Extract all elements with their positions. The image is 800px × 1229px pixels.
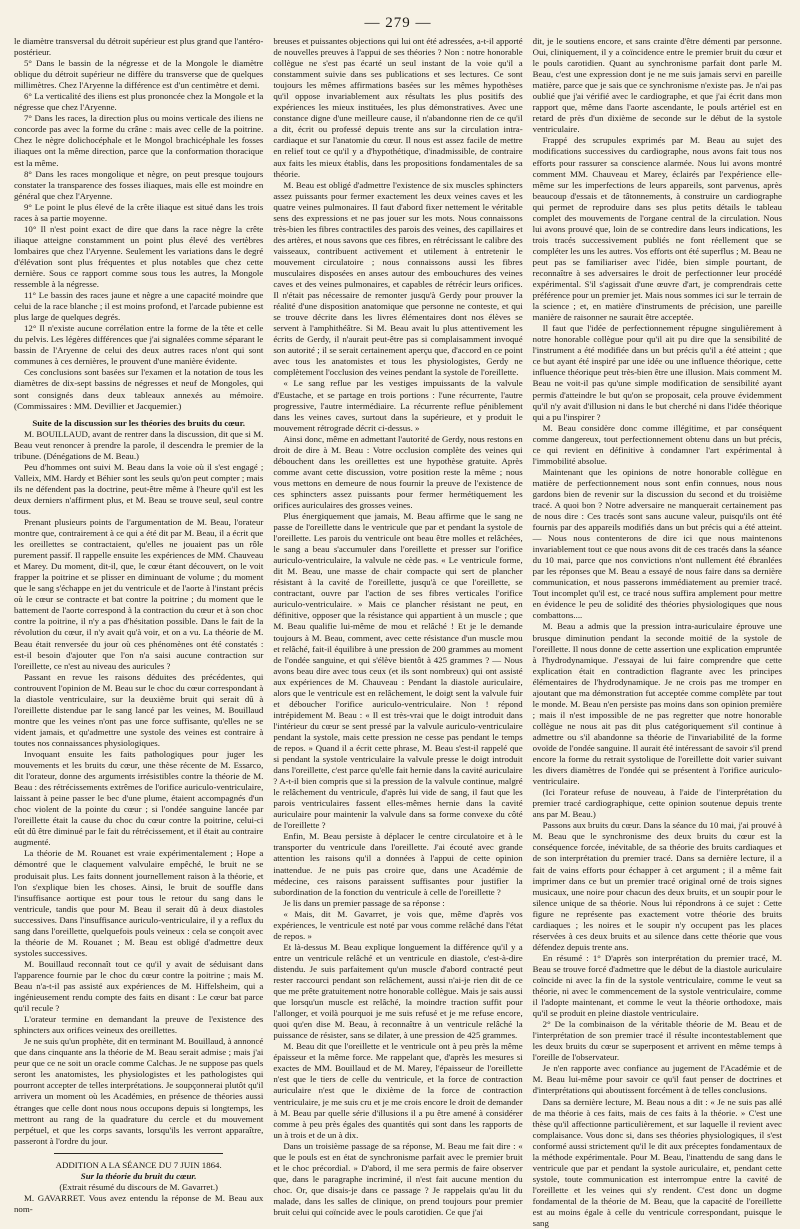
paragraph: M. GAVARRET. Vous avez entendu la réponse de M. Beau aux nom- xyxy=(14,1193,263,1215)
paragraph: 8° Dans les races mongolique et nègre, on peut presque toujours constater la transparence des fosses iliaques, mais elle est moindre en général que chez l'Aryenne. xyxy=(14,169,263,202)
paragraph: Frappé des scrupules exprimés par M. Beau au sujet des modifications successives du cardiographe, nous avons fait tous nos efforts pour rassurer sa conscience alarmée. Nous lui avons montré comment MM. Chauveau et Marey, éclairés par l'expérience elle-même sur les imperfections de leurs appareils, sont parvenus, après beaucoup d'essais et de tâtonnements, à construire un cardiographe qui permet de reproduire dans ses plus petits détails le tableau complet des mouvements de l'organe central de la circulation. Nous lui avons prouvé que, loin de se contredire dans leurs indications, les trois tracés successivement publiés ne font réellement que se compléter les uns les autres. Vos efforts ont été superflus ; M. Beau ne peut pas se familiariser avec l'idée, bien simple pourtant, de reconnaître à ses adversaires le droit de perfectionner leur procédé expérimental. S'il s'agissait d'une œuvre d'art, je comprendrais cette préférence pour un premier jet. Mais nous sommes ici sur le terrain de la science ; et, en matière d'instruments de précision, une pareille manière de raisonner ne saurait être acceptée. xyxy=(533,135,782,323)
paragraph: Et là-dessus M. Beau explique longuement la différence qu'il y a entre un ventricule relâché et un ventricule en diastole, c'est-à-dire distendu. Je suis parfaitement qu'un muscle d'abord contracté peut rester raccourci pendant son relâchement, aussi n'ai-je rien dit de ce que me prête gratuitement notre honorable collègue. Mais je sais aussi que lorsqu'un muscle est relâché, la moindre traction suffit pour l'allonger, et voilà pourquoi je me suis refusé et je me refuse encore, quoi qu'en dise M. Beau, à reconnaître à un ventricule relâché la puissance de résister, sans se dilater, à une pression de 425 grammes. xyxy=(273,942,522,1041)
divider xyxy=(54,1153,223,1154)
page-number: — 279 — xyxy=(14,10,782,36)
paragraph: La théorie de M. Rouanet est vraie expérimentalement ; Hope a démontré que le claquement valvulaire empêché, le bruit ne se produisait plus. Les faits donnent journellement raison à la théorie, et l'on s'explique bien les choses. Ainsi, le bruit de souffle dans l'insuffisance aortique est pour tous le retour du sang dans le ventricule, tandis que pour M. Beau il serait dû à deux diastoles successives. Dans l'insuffisance auriculo-ventriculaire, il y a reflux du sang dans l'oreillette, quelquefois pouls veineux : cela se conçoit avec la théorie de M. Rouanet ; M. Beau est obligé d'admettre deux systoles successives. xyxy=(14,848,263,958)
paragraph: M. Beau a admis que la pression intra-auriculaire éprouve une brusque diminution pendant la seconde moitié de la systole de l'oreillette. Il nous donne de cette assertion une explication empruntée à l'hydrodynamique. J'essayai de lui faire comprendre que cette explication était en contradiction flagrante avec les principes élémentaires de l'hydrodynamique. Je ne crois pas me tromper en ajoutant que ma démonstration fut acceptée comme complète par tout le monde. M. Beau n'en persiste pas moins dans son opinion première ; mais il n'est impossible de ne pas regretter que notre honorable collègue ne nous ait pas dit plus catégoriquement s'il continue à admettre ou s'il abandonne sa théorie de l'invariabilité de la forme ovoïde de l'ondée sanguine. Il aurait été intéressant de savoir s'il prend encore la forme du retrait systolique de l'oreillette doit varier suivant les divers diamètres de l'ondée qui se présentent à l'orifice auriculo-ventriculaire. xyxy=(533,621,782,787)
paragraph: Plus énergiquement que jamais, M. Beau affirme que le sang ne passe de l'oreillette dans le ventricule que par et pendant la systole de l'oreillette. Les parois du ventricule ont beau être molles et relâchées, le sang a beau s'accumuler dans l'oreillette et presser sur l'orifice auriculo-ventriculaire, la valvule ne cède pas. « Le ventricule forme, dit M. Beau, une masse de chair compacte qui sert de plancher résistant à la cavité de l'oreillette, jusqu'à ce que l'oreillette, se contractant, ouvre par l'action de ses fibres verticales l'orifice auriculo-ventriculaire. » Mais ce plancher résistant ne peut, en définitive, opposer que la résistance qui appartient à un muscle ; que M. Beau qualifie lui-même de mou et relâché ! Et je le demande toujours à M. Beau, comment, avec cette résistance d'un muscle mou et relâché, fait-il équilibre à une pression de 200 grammes au moment de l'ondée sanguine, et qui s'élève bientôt à 425 grammes ? — Nous avons beau dire avec tous ceux (et ils sont nombreux) qui ont assisté aux expériences de M. Chauveau : Pendant la diastole auriculaire, alors que le ventricule est en relâchement, le doigt sent la valvule fuir et déboucher l'orifice auriculo-ventriculaire. Non ! répond intrépidement M. Beau : « Il est très-vrai que le doigt introduit dans l'intérieur du cœur se sent pressé par la valvule auriculo-ventriculaire pendant la systole, mais cette pression ne cesse pas pendant le temps de repos. » Quand il a écrit cette phrase, M. Beau s'est-il rappelé que si pendant la systole ventriculaire la valvule presse le doigt introduit dans l'oreillette, c'est parce qu'elle fait hernie dans la cavité auriculaire ? A-t-il bien compris que si la pression de la valvule continue, malgré le relâchement du ventricule, d'après lui vide de sang, il faut que les parois ventriculaires fassent elles-mêmes hernie dans la cavité auriculaire pour maintenir la valvule dans sa forme convexe du côté de l'oreillette ? xyxy=(273,511,522,831)
paragraph: M. Beau considère donc comme illégitime, et par conséquent comme dangereux, tout perfectionnement obtenu dans un but précis, ce qui revient en définitive à condamner l'art expérimental à l'immobilité absolue. xyxy=(533,423,782,467)
paragraph: 9° Le point le plus élevé de la crête iliaque est situé dans les trois races à sa partie moyenne. xyxy=(14,202,263,224)
paragraph: Dans sa dernière lecture, M. Beau nous a dit : « Je ne suis pas allé de ma théorie à ces faits, mais de ces faits à la théorie. » C'est une thèse qu'il affectionne particulièrement, et sur laquelle il revient avec complaisance. Vous donc si, dans ses théories physiologiques, il s'est conformé aussi strictement qu'il le dit aux préceptes fondamentaux de la méthode expérimentale. Pour M. Beau, l'inattendu de sang dans le ventricule que par et pendant la systole auriculaire, et, pendant cette systole, toute communication est interrompue entre la cavité de l'oreillette et les veines qui s'y rendent. C'est donc un dogme fondamental de la théorie de M. Beau, que la capacité de l'oreillette est au moins égale à celle du ventricule correspondant, puisque le sang xyxy=(533,1097,782,1229)
paragraph: 11° Le bassin des races jaune et nègre a une capacité moindre que celui de la race blanche ; il est moins profond, et l'arcade pubienne est plus large de quelques degrés. xyxy=(14,290,263,323)
paragraph: En résumé : 1° D'après son interprétation du premier tracé, M. Beau se trouve forcé d'admettre que le début de la diastole auriculaire coïncide ni avec la fin de la systole ventriculaire, comme le veut sa théorie, ni avec le commencement de la systole ventriculaire, comme il l'adopte maintenant, et comme le veut la théorie orthodoxe, mais qu'il se produit en pleine diastole ventriculaire. xyxy=(533,953,782,1019)
session-heading: ADDITION A LA SÉANCE DU 7 JUIN 1864. xyxy=(14,1160,263,1171)
paragraph: Peu d'hommes ont suivi M. Beau dans la voie où il s'est engagé ; Valleix, MM. Hardy et Béhier sont les seuls qu'on peut compter ; mais ils ne défendent pas la doctrine, peut-être même à l'heure qu'il est les deux derniers n'affirment plus, et M. Beau se trouve seul, seul contre tous. xyxy=(14,462,263,517)
column-1 xyxy=(14,36,263,1164)
paragraph: Passant en revue les raisons déduites des précédentes, qui controuvent l'opinion de M. Beau sur le choc du cœur correspondant à la diastole ventriculaire, sur la deuxième bruit qui serait dû à l'oreillette distendue par le sang lancé par les veines, M. Bouillaud montre que les veines n'ont pas une force suffisante, qu'elles ne se vident jamais, et qu'admettre une systole des veines est contraire à toutes nos connaissances physiologiques. xyxy=(14,672,263,749)
paragraph: Prenant plusieurs points de l'argumentation de M. Beau, l'orateur montre que, contrairement à ce qui a été dit par M. Beau, il a écrit que les oreillettes se contractaient, qu'elles ne jouaient pas un rôle purement passif. Il rappelle ensuite les expériences de MM. Chauveau et Marey. Du moment, dit-il, que, le cœur étant découvert, on le voit frapper la poitrine et se plisser en diminuant de volume ; du moment que le sang s'échappe en jet du ventricule et de l'aorte à l'instant précis où le cœur se contracte et bat contre la poitrine ; du moment que le battement de l'aorte correspond à la contraction du cœur et à son choc contre la poitrine, il n'y a pas d'hésitation possible. Dans le fait de la révolution du cœur, il n'y avait qu'à voir, et on a vu. La théorie de M. Beau était renversée du jour où ces phénomènes ont été constatés : est-il besoin d'ajouter que l'on n'a saisi aucune contraction sur l'oreillette, ce n'est au niveau des auricules ? xyxy=(14,517,263,672)
paragraph: Maintenant que les opinions de notre honorable collègue en matière de perfectionnement nous sont enfin connues, nous nous gardons bien de revenir sur la discussion du second et du troisième tracé. A quoi bon ? Notre adversaire ne manquerait certainement pas de nous dire : Ces tracés sont sans aucune valeur, puisqu'ils ont été fournis par des appareils modifiés dans un but précis qui a été atteint. — Nous nous contenterons de dire ici que nous maintenons invariablement tout ce que nous avons dit de ces tracés dans la séance du 10 mai, parce que nos convictions n'ont nullement été ébranlées par les réponses que M. Beau a essayé de nous faire dans sa dernière communication, et nous passerons immédiatement au premier tracé. Tout incomplet qu'il est, ce tracé nous suffira amplement pour mettre en évidence le peu de solidité des théories physiologiques que nous combattons.... xyxy=(533,467,782,622)
column-2 xyxy=(273,36,522,1164)
paragraph: Je lis dans un premier passage de sa réponse : xyxy=(273,898,522,909)
paragraph: L'orateur termine en demandant la preuve de l'existence des sphincters aux orifices veineux des oreillettes. xyxy=(14,1014,263,1036)
paragraph: M. Bouillaud reconnaît tout ce qu'il y avait de séduisant dans l'apparence fournie par le choc du cœur contre la poitrine ; mais M. Beau n'a-t-il pas assisté aux expériences de M. Hiffelsheim, qui a ingénieusement rendu compte des faits en disant : Le cœur bat parce qu'il recule ? xyxy=(14,959,263,1014)
paragraph: 7° Dans les races, la direction plus ou moins verticale des iliens ne concorde pas avec la forme du crâne : mais avec celle de la poitrine. Chez le nègre dolichocéphale et le Mongol brachicéphale les fosses iliaques ont la même direction, parce que la conformation thoracique est la même. xyxy=(14,113,263,168)
column-3 xyxy=(533,36,782,1164)
paragraph: Dans un troisième passage de sa réponse, M. Beau me fait dire : « que le pouls est en état de synchronisme parfait avec le premier bruit et le choc précordial. » D'abord, il me sera permis de faire observer que, dans le paragraphe incriminé, il n'est fait aucune mention du choc. Or, que disais-je dans ce passage ? Je rappelais qu'au lit du malade, dans les salles de clinique, on prend toujours pour premier bruit celui qui coïncide avec le pouls carotidien. Ce que j'ai xyxy=(273,1141,522,1218)
session-subheading: Sur la théorie du bruit du cœur. xyxy=(14,1171,263,1182)
paragraph: M. BOUILLAUD, avant de rentrer dans la discussion, dit que si M. Beau veut renoncer à prendre la parole, il descendra le premier de la tribune. (Dénégations de M. Beau.) xyxy=(14,429,263,462)
paragraph: 6° La verticalité des iliens est plus prononcée chez la Mongole et la négresse que chez l'Aryenne. xyxy=(14,91,263,113)
paragraph: 12° Il n'existe aucune corrélation entre la forme de la tête et celle du pelvis. Les légères différences que j'ai signalées comme séparant le bassin de l'Aryenne de celui des deux autres races n'ont qui sont communes à ces dernières, le prouvent d'une manière évidente. xyxy=(14,323,263,367)
paragraph: dit, je le soutiens encore, et sans crainte d'être démenti par personne. Oui, cliniquement, il y a coïncidence entre le premier bruit du cœur et le pouls carotidien. Quant au synchronisme parfait dont parle M. Beau, c'est une expression dont je ne me suis jamais servi en pareille matière, parce que je sais que ce synchronisme n'existe pas. Je n'ai pas oublié que j'ai vérifié avec le cardiographe, et que j'ai écrit dans mon rapport que, même dans l'aorte ascendante, le pouls artériel est en retard de près d'un dixième de seconde sur le début de la systole ventriculaire. xyxy=(533,36,782,135)
paragraph: 10° Il n'est point exact de dire que dans la race nègre la crête iliaque atteigne constamment un point plus élevé des vertèbres lombaires que chez l'Aryenne. Seulement les variations dans le degré d'élévation sont plus fréquentes et plus notables que chez cette dernière. Sous ce rapport comme sous tous les autres, la Mongole ressemble à la négresse. xyxy=(14,224,263,290)
paragraph: 5° Dans le bassin de la négresse et de la Mongole le diamètre oblique du détroit supérieur ne diffère du transverse que de quelques millimètres. Chez l'Aryenne la différence est d'un centimètre et demi. xyxy=(14,58,263,91)
paragraph: Il faut que l'idée de perfectionnement répugne singulièrement à notre honorable collègue pour qu'il ait pu dire que la sensibilité de l'instrument a été modifiée dans un but précis qu'il a été atteint ; que ce but ayant été inspiré par une idée ou une influence théorique, cette influence théorique peut très-bien être une illusion. Mais comment M. Beau ne voit-il pas qu'une simple modification de sensibilité ayant permis d'atteindre le but qu'on se proposait, cela prouve évidemment qu'il n'y avait d'illusion ni dans le but cherché ni dans l'idée théorique qui a pu l'inspirer ? xyxy=(533,323,782,422)
paragraph: Je ne suis qu'un prophète, dit en terminant M. Bouillaud, à annoncé que dans cinquante ans la théorie de M. Beau serait admise ; mais j'ai peur que ce ne soit un oracle comme Calchas. Je ne suppose pas quels seront les anatomistes, les physiologistes et les pathologistes qui pourront accepter de telles interprétations. Je soupçonnerai plutôt qu'il arrivera un moment où les Académies, en présence de théories aussi étranges que celle dont nous nous occupons depuis si longtemps, les mettront au rang de la quadrature du cercle et du mouvement perpétuel, et que les corps savants, lorsqu'ils les verront apparaître, passeront à l'ordre du jour. xyxy=(14,1036,263,1146)
paragraph: Ces conclusions sont basées sur l'examen et la notation de tous les diamètres de dix-sept bassins de négresses et neuf de Mongoles, qui sont consignés dans deux tableaux annexés au mémoire. (Commissaires : MM. Devillier et Jacquemier.) xyxy=(14,367,263,411)
paragraph: Invoquant ensuite les faits pathologiques pour juger les mouvements et les bruits du cœur, une thèse récente de M. Essarco, dit l'orateur, donne des arguments irrésistibles contre la théorie de M. Beau : des rétrécissements extrêmes de l'orifice auriculo-ventriculaire, laissant à peine passer le bec d'une plume, étaient accompagnés d'un choc violent de la pointe du cœur ; si l'ondée sanguine lancée par l'oreillette était la cause du choc du cœur contre la poitrine, celui-ci eût dû être diminué par le fait du rétrécissement, et il était au contraire augmenté. xyxy=(14,749,263,848)
paragraph: Je n'en rapporte avec confiance au jugement de l'Académie et de M. Beau lui-même pour savoir ce qu'il faut penser de doctrines et d'interprétations qui aboutissent forcément à de telles conclusions. xyxy=(533,1063,782,1096)
text-columns xyxy=(14,36,782,1164)
quote-paragraph: « Le sang reflue par les vestiges impuissants de la valvule d'Eustache, et se partage en trois portions : l'une récurrente, l'autre progressive, l'autre intermédiaire. La récurrente reflue péniblement dans les veines caves, surtout dans la supérieure, et y produit le mouvement rétrograde décrit ci-dessus. » xyxy=(273,378,522,433)
session-note: (Extrait résumé du discours de M. Gavarret.) xyxy=(14,1182,263,1193)
paragraph: breuses et puissantes objections qui lui ont été adressées, a-t-il apporté de nouvelles preuves à l'appui de ses théories ? Non : notre honorable collègue ne s'est pas écarté un seul instant de la voie qu'il a constamment suivie dans ses publications et ses lectures. Ce sont toujours les mêmes affirmations basées sur les mêmes hypothèses qu'il oppose invariablement aux résultats les plus positifs des expériences les mieux instituées, les plus démonstratives. Avec une constance digne d'une meilleure cause, il n'abandonne rien de ce qu'il a dit, écrit ou professé depuis trente ans sur la circulation intra-cardiaque et sur l'anatomie du cœur. Il nous est assez facile de mettre en relief tout ce qu'il y a d'hypothétique, d'inadmissible, de contraire aux faits les mieux établis, dans les propositions fondamentales de sa théorie. xyxy=(273,36,522,180)
paragraph: M. Beau dit que l'oreillette et le ventricule ont à peu près la même épaisseur et la même force. Me rappelant que, d'après les mesures si exactes de MM. Bouillaud et de M. Marey, l'épaisseur de l'oreillette n'est que le tiers de celle du ventricule, et la force de contraction auriculaire n'est que le dixième de la force de contraction ventriculaire, je me suis cru et je me crois encore le droit de demander à M. Beau par quelle série d'illusions il a pu être amené à considérer comme à peu près égales des quantités qui sont dans les rapports de un à trois et de un à dix. xyxy=(273,1041,522,1140)
paragraph: (Ici l'orateur refuse de nouveau, à l'aide de l'interprétation du premier tracé cardiographique, cette opinion soutenue depuis trente ans par M. Beau.) xyxy=(533,787,782,820)
paragraph: Ainsi donc, même en admettant l'autorité de Gerdy, nous restons en droit de dire à M. Beau : Votre occlusion complète des veines qui débouchent dans les oreillettes est une hypothèse gratuite. Après comme avant cette discussion, votre position reste la même ; nous vous mettons en demeure de nous fournir la preuve de l'existence de ces sphincters assez puissants pour fermer hermétiquement les orifices auriculaires des grosses veines. xyxy=(273,434,522,511)
section-title: Suite de la discussion sur les théories des bruits du cœur. xyxy=(14,418,263,429)
paragraph: Passons aux bruits du cœur. Dans la séance du 10 mai, j'ai prouvé à M. Beau que le synchronisme des deux bruits du cœur est la conséquence forcée, inévitable, de sa théorie des bruits cardiaques et de son interprétation du premier tracé. Dans sa dernière lecture, il a fait de vains efforts pour échapper à cet argument ; il a même fait imprimer dans ce but un premier tracé original orné de trois signes musicaux, une noire pour chacun des deux bruits, et un soupir pour le silence unique de sa théorie. Nous lui répondrons à ce sujet : Cette figure ne représente pas exactement votre théorie des bruits cardiaques ; les noires et le soupir n'y occupent pas les places réservées à ces deux bruits et au silence dans cette théorie que vous défendez depuis trente ans. xyxy=(533,820,782,953)
paragraph: M. Beau est obligé d'admettre l'existence de six muscles sphincters assez puissants pour fermer exactement les deux veines caves et les quatre veines pulmonaires. Il faut d'abord fixer nettement le véritable sens des expressions et ne pas jouer sur les mots. Nous connaissons très-bien les fibres contractiles des parois des veines, des capillaires et des artères, et nous savons que ces fibres, en rétrécissant le calibre des vaisseaux, contribuent activement et utilement à entretenir le mouvement circulatoire ; nous connaissons aussi les fibres musculaires disposées en anses autour des embouchures des veines caves et des veines pulmonaires, et capables de rétrécir leurs orifices. Il n'était pas nécessaire de remonter jusqu'à Gerdy pour prouver la réalité d'une disposition anatomique que personne ne conteste, et qui se trouve décrite dans les livres élémentaires dont nos élèves se servent à l'amphithéâtre. Si M. Beau avait lu plus attentivement les écrits de Gerdy, il n'aurait peut-être pas si complaisamment invoqué son autorité ; il se serait certainement aperçu que, d'accord en ce point avec tous les anatomistes et tous les physiologistes, Gerdy ne complètement l'occlusion des veines pendant la systole de l'oreillette. xyxy=(273,180,522,379)
paragraph: Enfin, M. Beau persiste à déplacer le centre circulatoire et à le transporter du ventricule dans l'oreillette. J'ai écouté avec grande attention les raisons qu'il a données à l'appui de cette opinion inattendue. Je ne puis pas croire que, dans une Académie de médecine, ces raisons paraissent suffisantes pour justifier la subordination de la fonction du ventricule à celle de l'oreillette ? xyxy=(273,831,522,897)
quote-paragraph: « Mais, dit M. Gavarret, je vois que, même d'après vos expériences, le ventricule est noté par vous comme relâché dans l'état de repos. » xyxy=(273,909,522,942)
paragraph: le diamètre transversal du détroit supérieur est plus grand que l'antéro-postérieur. xyxy=(14,36,263,58)
paragraph: 2° De la combinaison de la véritable théorie de M. Beau et de l'interprétation de son premier tracé il résulte incontestablement que les deux bruits du cœur se superposent et arrivent en même temps à l'oreille de l'observateur. xyxy=(533,1019,782,1063)
